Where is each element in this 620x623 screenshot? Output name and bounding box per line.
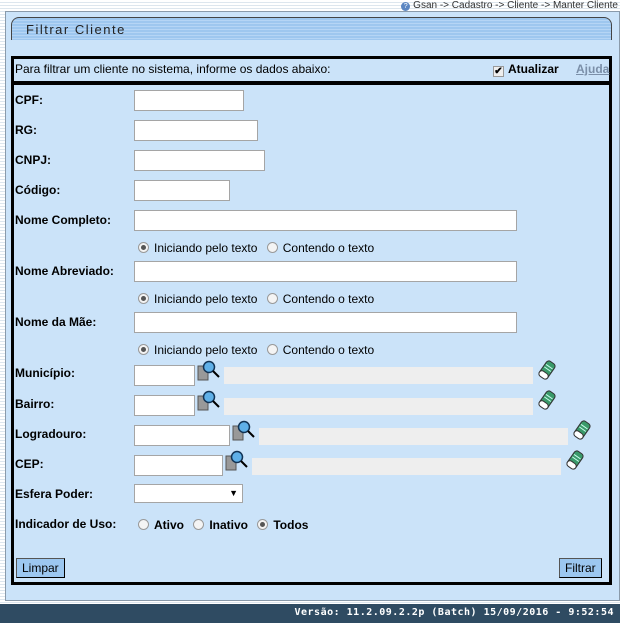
radio-contendo[interactable]: Contendo o texto [267,241,380,255]
rg-input[interactable] [134,120,258,141]
cep-input[interactable] [134,455,223,476]
nome-completo-input[interactable] [134,210,517,231]
bairro-label: Bairro: [15,397,55,411]
cnpj-input[interactable] [134,150,265,171]
cep-name-field [252,458,561,475]
dropdown-arrow-icon: ▼ [229,488,238,498]
bairro-search-icon[interactable] [197,390,223,412]
radio-iniciando[interactable]: Iniciando pelo texto [138,241,263,255]
check-icon: ✔ [494,66,503,77]
intro-text: Para filtrar um cliente no sistema, informe os dados abaixo: [15,62,331,76]
codigo-label: Código: [15,183,61,197]
municipio-input[interactable] [134,365,195,386]
codigo-input[interactable] [134,180,230,201]
page-title: Filtrar Cliente [11,17,612,40]
atualizar-checkbox[interactable]: ✔ Atualizar [494,62,559,77]
version-footer: Versão: 11.2.09.2.2p (Batch) 15/09/2016 - 9:52:54 [0,604,620,623]
nome-mae-match [138,343,380,357]
ajuda-link[interactable]: Ajuda [576,62,610,76]
esfera-poder-select[interactable] [134,484,243,503]
cpf-label: CPF: [15,93,43,107]
cep-eraser-icon[interactable] [566,450,584,470]
nome-mae-label: Nome da Mãe: [15,315,97,329]
divider [11,81,612,85]
radio-contendo[interactable]: Contendo o texto [267,343,380,357]
radio-contendo[interactable]: Contendo o texto [267,292,380,306]
cep-label: CEP: [15,457,44,471]
esfera-poder-label: Esfera Poder: [15,487,94,501]
filtrar-button[interactable]: Filtrar [559,558,602,578]
rg-label: RG: [15,123,37,137]
nome-completo-label: Nome Completo: [15,213,111,227]
cnpj-label: CNPJ: [15,153,52,167]
municipio-label: Município: [15,366,75,380]
cpf-input[interactable] [134,90,244,111]
radio-inativo[interactable]: Inativo [193,518,254,532]
nome-abreviado-match [138,292,380,306]
nome-abreviado-label: Nome Abreviado: [15,264,114,278]
logradouro-label: Logradouro: [15,427,87,441]
breadcrumb: ? Gsan -> Cadastro -> Cliente -> Manter Cliente [401,0,618,11]
municipio-name-field [224,367,533,384]
radio-iniciando[interactable]: Iniciando pelo texto [138,343,263,357]
radio-iniciando[interactable]: Iniciando pelo texto [138,292,263,306]
logradouro-search-icon[interactable] [232,420,258,442]
cep-search-icon[interactable] [225,450,251,472]
municipio-search-icon[interactable] [197,360,223,382]
bairro-eraser-icon[interactable] [538,390,556,410]
logradouro-input[interactable] [134,425,230,446]
bairro-input[interactable] [134,395,195,416]
logradouro-name-field [259,428,568,445]
radio-ativo[interactable]: Ativo [138,518,190,532]
logradouro-eraser-icon[interactable] [573,420,591,440]
radio-todos[interactable]: Todos [257,518,314,532]
nome-mae-input[interactable] [134,312,517,333]
municipio-eraser-icon[interactable] [538,360,556,380]
indicador-uso-radios [138,518,314,532]
help-icon: ? [401,2,410,11]
nome-abreviado-input[interactable] [134,261,517,282]
limpar-button[interactable]: Limpar [16,558,65,578]
indicador-uso-label: Indicador de Uso: [15,517,117,531]
bairro-name-field [224,398,533,415]
nome-completo-match [138,241,380,255]
